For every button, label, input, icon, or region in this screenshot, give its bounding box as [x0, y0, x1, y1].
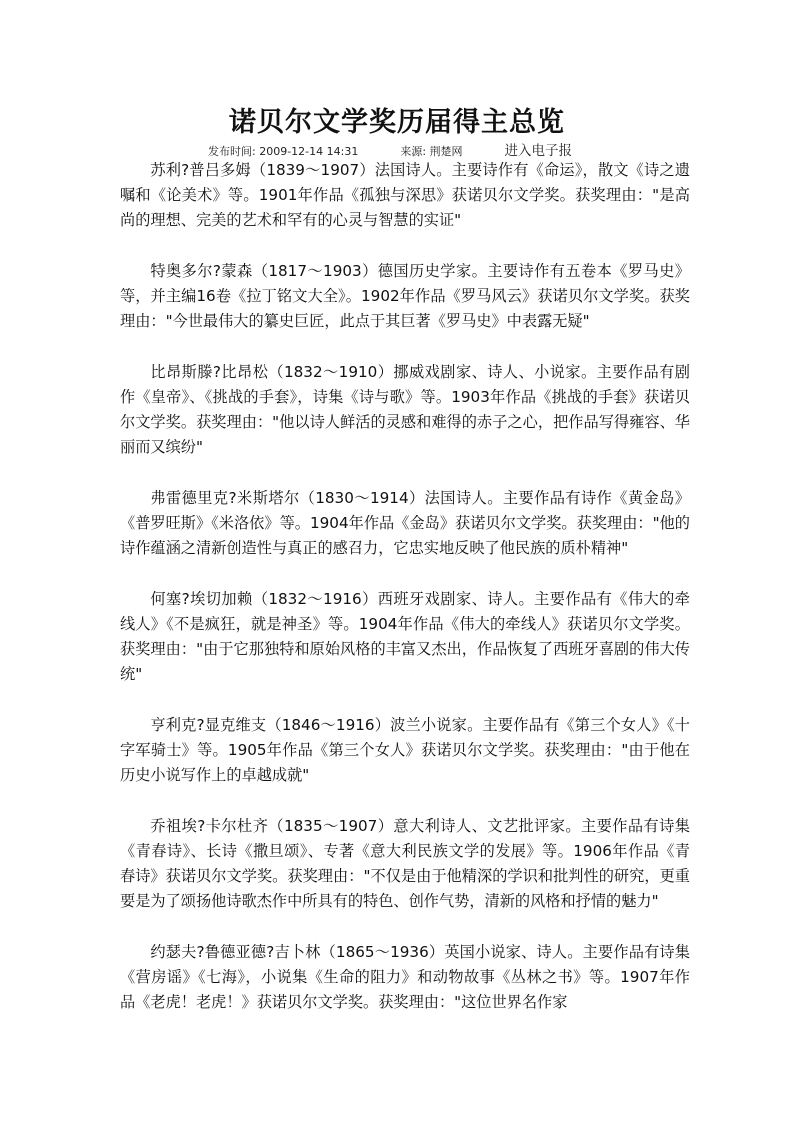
laureate-paragraph: 何塞?埃切加赖（1832～1916）西班牙戏剧家、诗人。主要作品有《伟大的牵线人》《不是疯狂，就是神圣》等。1904年作品《伟大的牵线人》获诺贝尔文学奖。获奖理由："由于它那独特和原始风格的丰富又杰出，作品恢复了西班牙喜剧的伟大传统"	[120, 590, 690, 683]
laureate-paragraph: 弗雷德里克?米斯塔尔（1830～1914）法国诗人。主要作品有诗作《黄金岛》《普罗旺斯》《米洛依》等。1904年作品《金岛》获诺贝尔文学奖。获奖理由："他的诗作蕴涵之清新创造性与真正的感召力，它忠实地反映了他民族的质朴精神"	[120, 489, 690, 557]
source-label: 来源: 荆楚网	[400, 145, 463, 158]
publish-time: 发布时间: 2009-12-14 14:31	[208, 145, 359, 158]
laureate-paragraph: 约瑟夫?鲁德亚德?吉卜林（1865～1936）英国小说家、诗人。主要作品有诗集《营房谣》《七海》，小说集《生命的阻力》和动物故事《丛林之书》等。1907年作品《老虎！老虎！》获诺贝尔文学奖。获奖理由："这位世界名作家	[120, 943, 690, 1011]
laureate-paragraph: 特奥多尔?蒙森（1817～1903）德国历史学家。主要诗作有五卷本《罗马史》等，并主编16卷《拉丁铭文大全》。1902年作品《罗马风云》获诺贝尔文学奖。获奖理由："今世最伟大的纂史巨匠，此点于其巨著《罗马史》中表露无疑"	[120, 262, 690, 330]
laureate-paragraph: 亨利克?显克维支（1846～1916）波兰小说家。主要作品有《第三个女人》《十字军骑士》等。1905年作品《第三个女人》获诺贝尔文学奖。获奖理由："由于他在历史小说写作上的卓越成就"	[120, 716, 690, 784]
document-title: 诺贝尔文学奖历届得主总览	[229, 107, 565, 138]
article-meta	[208, 139, 572, 159]
laureate-paragraph: 苏利?普吕多姆（1839～1907）法国诗人。主要诗作有《命运》，散文《诗之遗嘱和《论美术》等。1901年作品《孤独与深思》获诺贝尔文学奖。获奖理由："是高尚的理想、完美的艺术和罕有的心灵与智慧的实证"	[120, 161, 690, 229]
laureate-paragraph: 乔祖埃?卡尔杜齐（1835～1907）意大利诗人、文艺批评家。主要作品有诗集《青春诗》、长诗《撒旦颂》、专著《意大利民族文学的发展》等。1906年作品《青春诗》获诺贝尔文学奖。获奖理由："不仅是由于他精深的学识和批判性的研究，更重要是为了颂扬他诗歌杰作中所具有的特色、创作气势，清新的风格和抒情的魅力"	[120, 817, 690, 910]
article-body	[120, 158, 690, 1041]
laureate-paragraph: 比昂斯滕?比昂松（1832～1910）挪威戏剧家、诗人、小说家。主要作品有剧作《皇帝》、《挑战的手套》，诗集《诗与歌》等。1903年作品《挑战的手套》获诺贝尔文学奖。获奖理由："他以诗人鲜活的灵感和难得的赤子之心，把作品写得雍容、华丽而又缤纷"	[120, 363, 690, 456]
e-paper-link[interactable]: 进入电子报	[504, 143, 573, 159]
